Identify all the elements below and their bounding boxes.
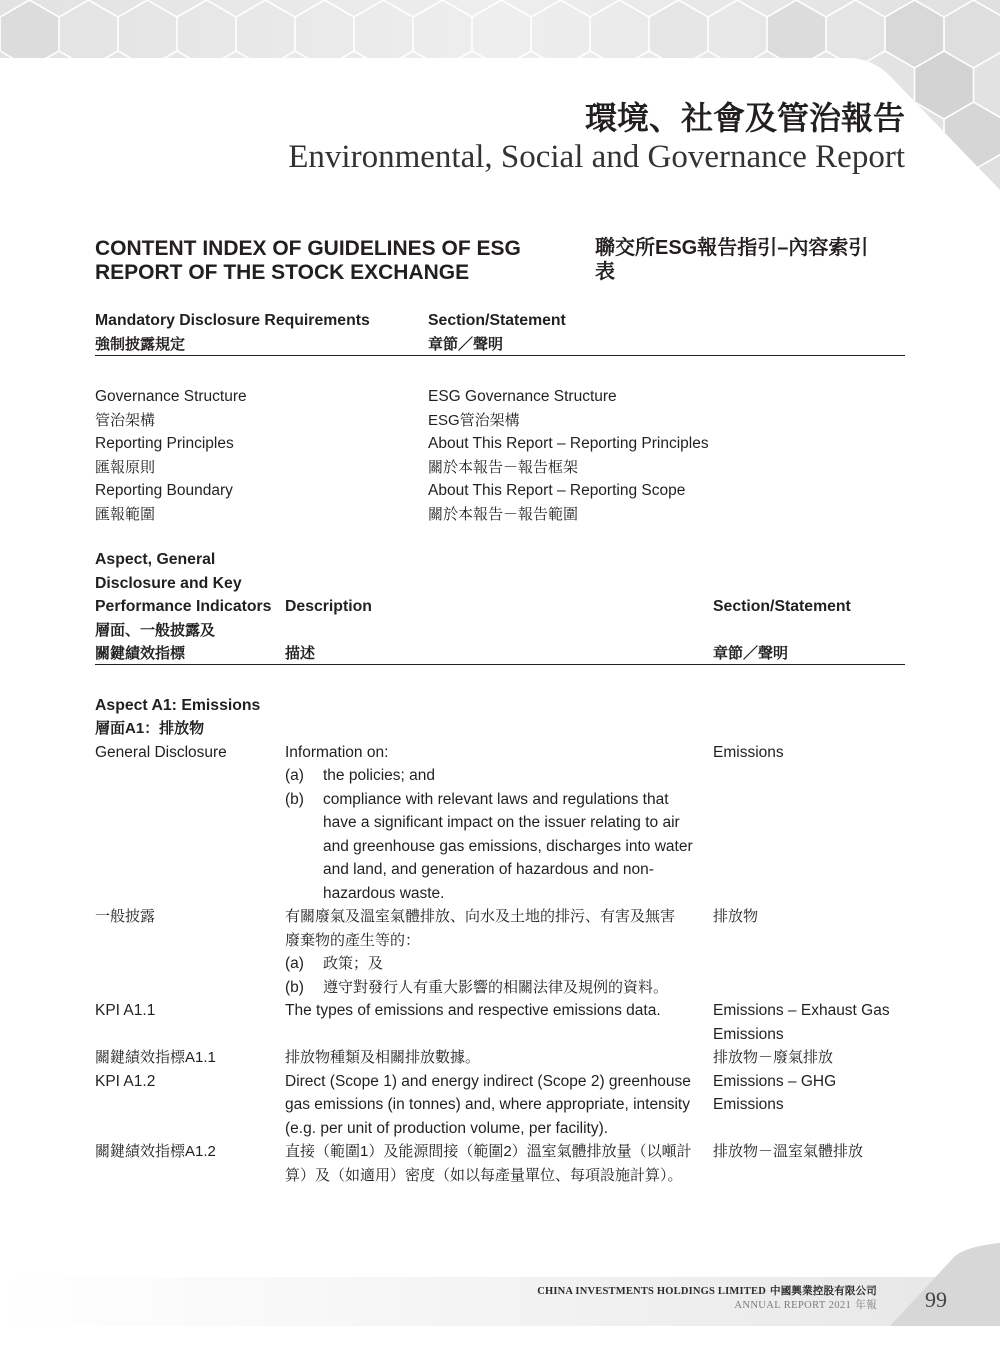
section-reference: 排放物－溫室氣體排放 [713,1143,864,1160]
requirement-label: 匯報範圍 [95,505,156,523]
table-row [95,479,905,503]
footer-company-en: CHINA INVESTMENTS HOLDINGS LIMITED [537,1286,766,1297]
indicator-cell [95,1046,285,1070]
section-heading-zh [595,237,868,284]
column-header-section [713,548,905,664]
column-header-label: 關鍵績效指標 [95,645,186,662]
section-cell [713,741,905,906]
column-header-requirements [95,309,428,355]
description-cell [285,1140,713,1187]
description-cell [285,905,713,999]
description-cell [285,741,713,906]
page-number: 99 [925,1287,947,1312]
table-header [95,548,905,665]
column-header-label: Section/Statement [428,312,566,329]
list-item [285,952,713,976]
section-cell [713,1046,905,1070]
description-line: the policies; and [323,767,436,784]
footer-company-zh: 中國興業控股有限公司 [770,1286,877,1297]
indicator-label: 關鍵績效指標A1.2 [95,1143,216,1160]
section-heading-line: 表 [595,260,615,283]
table-row [95,456,905,480]
list-marker: (a) [285,955,304,972]
indicator-cell [95,999,285,1046]
list-item-text [323,976,668,1000]
section-reference: 關於本報告－報告範圍 [428,505,579,523]
section-reference: 排放物 [713,908,759,925]
description-line: and land, and generation of hazardous and non- [323,861,654,878]
section-reference: ESG管治架構 [428,411,520,429]
table-row [95,741,905,906]
table-row [95,1046,905,1070]
section-heading-line: REPORT OF THE STOCK EXCHANGE [95,260,470,284]
table-row [95,409,905,433]
footer-report-en: ANNUAL REPORT 2021 [734,1300,852,1311]
indicator-label: General Disclosure [95,743,227,761]
indicator-cell [95,741,285,906]
aspect-title-en: Aspect A1: Emissions [95,696,261,714]
section-cell [713,1140,905,1187]
section-reference: ESG Governance Structure [428,388,617,405]
description-line: 遵守對發行人有重大影響的相關法律及規例的資料。 [323,978,669,996]
column-header-label: Description [285,598,372,615]
column-header-description [285,548,713,664]
table-row [95,1140,905,1187]
table-body [95,385,905,526]
column-header-label: 層面、一般披露及 [95,621,216,639]
description-line: compliance with relevant laws and regulations that [323,790,669,808]
requirement-label: Reporting Boundary [95,482,233,499]
description-line: 算）及（如適用）密度（如以每產量單位、每項設施計算）。 [285,1166,683,1184]
section-cell [713,1070,905,1141]
section-reference: 關於本報告－報告框架 [428,458,579,476]
section-reference: Emissions – GHG [713,1072,837,1090]
table-row [95,385,905,409]
requirement-label: 匯報原則 [95,458,156,476]
indicator-cell [95,1140,285,1187]
list-item [285,788,713,906]
column-header-label: Disclosure and Key [95,574,242,592]
description-line: (e.g. per unit of production volume, per facility). [285,1119,609,1137]
list-marker: (b) [285,978,304,996]
column-header-label: Performance Indicators [95,598,272,615]
description-line: hazardous waste. [323,884,445,902]
aspect-title [95,694,905,741]
table-row [95,1070,905,1141]
mandatory-disclosure-table [95,309,905,526]
requirement-label: 管治架構 [95,411,156,429]
table-row [95,503,905,527]
description-cell [285,1046,713,1070]
footer-company-name [537,1285,877,1299]
section-heading-line: CONTENT INDEX OF GUIDELINES OF ESG [95,237,521,260]
description-line: 政策；及 [323,955,384,972]
list-item-text [323,764,435,788]
section-reference: About This Report – Reporting Principles [428,435,709,452]
description-line: 直接（範圍1）及能源間接（範圍2）溫室氣體排放量（以噸計 [285,1143,692,1160]
list-marker: (b) [285,790,304,808]
column-header-aspect [95,548,285,664]
column-header-section [428,309,905,355]
table-row [95,432,905,456]
aspect-title-zh: 層面A1：排放物 [95,720,205,737]
indicator-label: KPI A1.2 [95,1072,156,1090]
column-header-label: 強制披露規定 [95,335,186,353]
footer-report-label [734,1299,877,1313]
column-header-label: 章節／聲明 [713,645,789,662]
section-heading-en [95,237,521,284]
report-title-en: Environmental, Social and Governance Report [288,139,905,175]
list-item-text [323,788,693,906]
section-cell [713,905,905,999]
section-heading-line: 聯交所ESG報告指引–內容索引 [595,237,869,259]
description-line: Direct (Scope 1) and energy indirect (Scope 2) greenhouse [285,1072,691,1090]
footer-report-zh: 年報 [855,1300,877,1311]
indicator-cell [95,905,285,999]
column-header-label: Mandatory Disclosure Requirements [95,312,370,329]
description-cell [285,999,713,1046]
description-line: gas emissions (in tonnes) and, where appropriate, intensity [285,1096,690,1113]
requirement-label: Governance Structure [95,388,247,405]
indicator-label: 一般披露 [95,908,156,925]
list-item [285,764,713,788]
aspect-disclosure-table [95,548,905,1187]
indicator-label: 關鍵績效指標A1.1 [95,1049,216,1066]
report-title-zh: 環境、社會及管治報告 [584,100,905,136]
table-row [95,999,905,1046]
section-cell [713,999,905,1046]
description-cell [285,1070,713,1141]
description-line: and greenhouse gas emissions, discharges into water [323,837,693,855]
section-reference: Emissions [713,1025,784,1043]
list-item-text [323,952,383,976]
table-row [95,905,905,999]
section-reference: About This Report – Reporting Scope [428,482,686,499]
section-reference: Emissions [713,1096,784,1113]
indicator-label: KPI A1.1 [95,1002,156,1019]
description-line: The types of emissions and respective emissions data. [285,1002,661,1019]
description-line: 排放物種類及相關排放數據。 [285,1049,481,1066]
table-header [95,309,905,356]
indicator-cell [95,1070,285,1141]
section-reference: Emissions [713,743,784,761]
column-header-label: Aspect, General [95,551,216,568]
list-item [285,976,713,1000]
description-line: 廢棄物的產生等的： [285,931,421,949]
section-reference: 排放物－廢氣排放 [713,1049,834,1066]
column-header-label: 章節／聲明 [428,335,504,353]
column-header-label: Section/Statement [713,598,851,615]
description-line: have a significant impact on the issuer relating to air [323,814,680,831]
section-reference: Emissions – Exhaust Gas [713,1002,890,1019]
description-line: Information on: [285,743,389,761]
list-marker: (a) [285,767,304,784]
description-line: 有關廢氣及溫室氣體排放、向水及土地的排污、有害及無害 [285,908,676,925]
column-header-label: 描述 [285,645,316,662]
requirement-label: Reporting Principles [95,435,234,452]
